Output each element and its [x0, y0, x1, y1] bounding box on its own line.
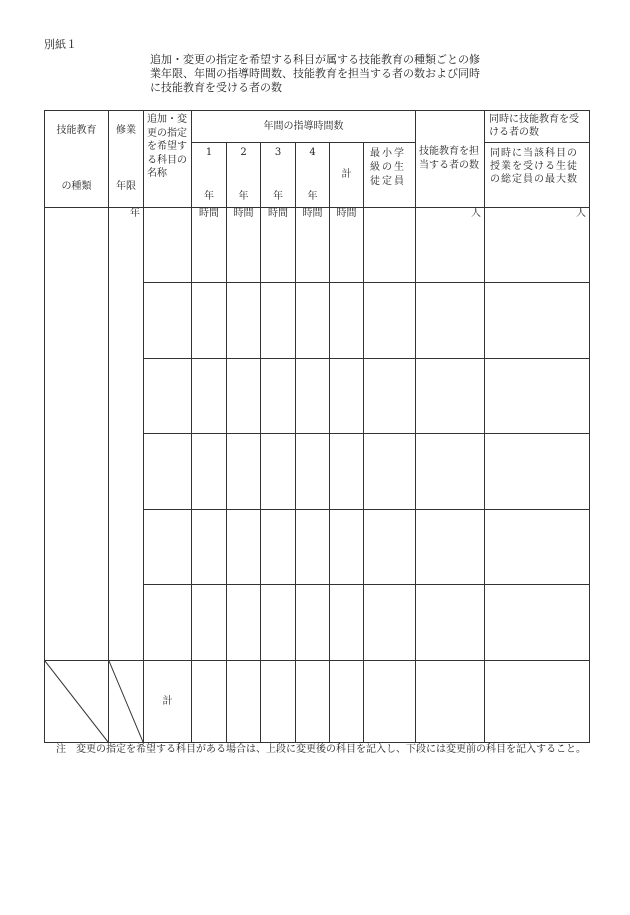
hours-cell[interactable]	[227, 585, 261, 661]
header-grade-2: 2 年	[227, 143, 261, 208]
years-input-cell[interactable]	[109, 208, 144, 661]
hours-cell[interactable]	[192, 434, 227, 510]
min-class-cell[interactable]	[416, 510, 485, 585]
total-hours-cell[interactable]: 時間	[330, 208, 364, 283]
subject-input-cell[interactable]	[144, 510, 192, 585]
hours-cell[interactable]	[192, 283, 227, 359]
header-kind-line2: の種類	[61, 181, 92, 192]
max-total-cell[interactable]	[485, 510, 590, 585]
header-years-line2: 年限	[116, 181, 136, 192]
min-class-cell[interactable]	[416, 434, 485, 510]
staff-total-cell[interactable]	[364, 661, 416, 743]
years-unit: 年	[130, 208, 140, 219]
min-class-cell[interactable]: 人	[416, 208, 485, 283]
header-staff-count: 技能教育を担当する者の数	[416, 111, 485, 208]
grade4-total-cell[interactable]	[296, 661, 330, 743]
max-total-cell[interactable]	[485, 434, 590, 510]
hours-cell[interactable]	[261, 434, 296, 510]
header-grade-3: 3 年	[261, 143, 296, 208]
kind-input-cell[interactable]	[45, 208, 109, 661]
subject-input-cell[interactable]	[144, 208, 192, 283]
min-class-cell[interactable]	[416, 359, 485, 434]
hours-cell[interactable]	[296, 283, 330, 359]
table-row	[45, 208, 590, 283]
header-years-line1: 修業	[116, 125, 136, 136]
staff-count-cell[interactable]	[364, 510, 416, 585]
application-form-table	[44, 110, 590, 743]
staff-count-cell[interactable]	[364, 283, 416, 359]
grade4-hours-cell[interactable]: 時間	[296, 208, 330, 283]
hours-cell[interactable]	[261, 510, 296, 585]
header-hours-total: 計	[330, 143, 364, 208]
min-class-cell[interactable]	[416, 585, 485, 661]
kind-total-slash-cell	[45, 661, 109, 743]
staff-count-cell[interactable]	[364, 585, 416, 661]
max-total-cell[interactable]	[485, 359, 590, 434]
attachment-label: 別紙１	[44, 38, 77, 51]
hours-cell[interactable]	[296, 510, 330, 585]
header-kind	[45, 111, 109, 208]
hours-cell[interactable]	[261, 283, 296, 359]
grade3-total-cell[interactable]	[261, 661, 296, 743]
hours-cell[interactable]	[227, 510, 261, 585]
subject-input-cell[interactable]	[144, 283, 192, 359]
staff-count-cell[interactable]	[364, 208, 416, 283]
document-title: 追加・変更の指定を希望する科目が属する技能教育の種類ごとの修業年限、年間の指導時間数、技能教育を担当する者の数および同時に技能教育を受ける者の数	[150, 53, 480, 94]
staff-count-cell[interactable]	[364, 359, 416, 434]
diagonal-slash	[109, 661, 143, 742]
hours-cell[interactable]	[296, 434, 330, 510]
header-min-class-size: 最小学級の生徒定員	[364, 143, 416, 208]
min-class-cell[interactable]	[416, 283, 485, 359]
hours-cell[interactable]	[192, 585, 227, 661]
grade3-hours-cell[interactable]: 時間	[261, 208, 296, 283]
footnote: 注 変更の指定を希望する科目がある場合は、上段に変更後の科目を記入し、下段には変更前の科目を記入すること。	[56, 744, 586, 755]
hours-cell[interactable]	[330, 283, 364, 359]
subject-input-cell[interactable]	[144, 434, 192, 510]
grade1-hours-cell[interactable]: 時間	[192, 208, 227, 283]
hours-cell[interactable]	[227, 434, 261, 510]
hours-cell[interactable]	[296, 585, 330, 661]
hours-cell[interactable]	[261, 585, 296, 661]
hours-cell[interactable]	[330, 434, 364, 510]
hours-cell[interactable]	[192, 359, 227, 434]
header-kind-line1: 技能教育	[56, 125, 97, 136]
hours-cell[interactable]	[227, 359, 261, 434]
header-subject-name: 追加・変更の指定を希望する科目の名称	[144, 111, 192, 208]
grade2-hours-cell[interactable]: 時間	[227, 208, 261, 283]
min-class-total-cell[interactable]	[416, 661, 485, 743]
hours-cell[interactable]	[330, 359, 364, 434]
diagonal-slash	[45, 661, 108, 742]
max-total-cell[interactable]	[485, 283, 590, 359]
years-total-slash-cell	[109, 661, 144, 743]
header-years	[109, 111, 144, 208]
header-simultaneous-students: 同時に技能教育を受ける者の数	[485, 111, 590, 143]
hours-cell[interactable]	[330, 510, 364, 585]
hours-cell[interactable]	[330, 585, 364, 661]
subject-input-cell[interactable]	[144, 585, 192, 661]
header-annual-hours: 年間の指導時間数	[192, 111, 416, 143]
hours-grand-total-cell[interactable]	[330, 661, 364, 743]
grade1-total-cell[interactable]	[192, 661, 227, 743]
total-row-label: 計	[144, 661, 192, 743]
max-total-cell[interactable]	[485, 585, 590, 661]
header-grade-4: 4 年	[296, 143, 330, 208]
grade2-total-cell[interactable]	[227, 661, 261, 743]
hours-cell[interactable]	[296, 359, 330, 434]
subject-input-cell[interactable]	[144, 359, 192, 434]
header-grade-1: 1 年	[192, 143, 227, 208]
hours-cell[interactable]	[227, 283, 261, 359]
staff-count-cell[interactable]	[364, 434, 416, 510]
max-total-cell[interactable]: 人	[485, 208, 590, 283]
total-row	[45, 661, 590, 743]
hours-cell[interactable]	[261, 359, 296, 434]
header-max-total-students: 同時に当該科目の授業を受ける生徒の総定員の最大数	[485, 143, 590, 208]
hours-cell[interactable]	[192, 510, 227, 585]
max-total-total-cell[interactable]	[485, 661, 590, 743]
